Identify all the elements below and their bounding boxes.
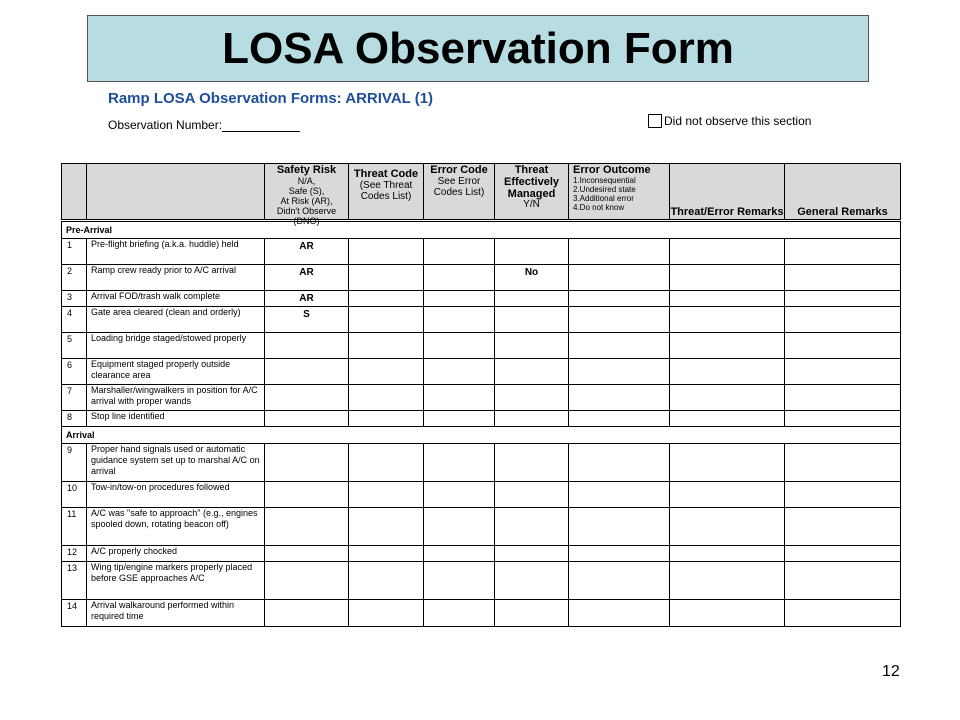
header-error-outcome [568, 164, 669, 219]
not-observed-checkbox[interactable] [648, 114, 662, 128]
item-number: 9 [67, 445, 73, 455]
threat-code-cell[interactable] [348, 444, 423, 481]
threat-managed-cell[interactable] [494, 444, 568, 481]
item-number: 10 [67, 483, 78, 493]
item-number: 13 [67, 563, 78, 573]
item-description: Arrival walkaround performed within required time [86, 600, 264, 626]
error-outcome-cell[interactable] [568, 482, 669, 507]
threat-managed-cell[interactable] [494, 546, 568, 561]
threat-code-cell[interactable] [348, 546, 423, 561]
error-code-cell[interactable] [423, 239, 494, 264]
threat-managed-cell[interactable] [494, 482, 568, 507]
error-outcome-cell[interactable] [568, 385, 669, 410]
threat-code-cell[interactable] [348, 359, 423, 384]
threat-error-remarks-cell[interactable] [669, 546, 784, 561]
item-description: Equipment staged properly outside clearance area [86, 359, 264, 384]
item-description: Pre-flight briefing (a.k.a. huddle) held [86, 239, 264, 264]
observation-number-blank[interactable] [222, 120, 300, 132]
observation-table [61, 221, 901, 627]
error-outcome-cell[interactable] [568, 562, 669, 599]
safety-risk-cell[interactable] [264, 359, 348, 384]
threat-code-cell[interactable] [348, 562, 423, 599]
error-code-cell[interactable] [423, 359, 494, 384]
threat-code-cell[interactable] [348, 385, 423, 410]
threat-error-remarks-cell[interactable] [669, 291, 784, 306]
item-number: 4 [67, 308, 73, 318]
item-description: Tow-in/tow-on procedures followed [86, 482, 264, 507]
header-general-remarks-label: General Remarks [797, 206, 888, 218]
threat-code-cell[interactable] [348, 600, 423, 626]
item-description: Marshaller/wingwalkers in position for A/C arrival with proper wands [86, 385, 264, 410]
threat-managed-cell[interactable] [494, 562, 568, 599]
item-number: 12 [67, 547, 78, 557]
error-outcome-cell[interactable] [568, 508, 669, 545]
table-row [62, 508, 900, 546]
table-row [62, 600, 900, 626]
error-outcome-cell[interactable] [568, 444, 669, 481]
header-general-remarks [784, 164, 900, 219]
error-code-cell[interactable] [423, 482, 494, 507]
header-error-outcome-option: 3.Additional error [573, 194, 634, 203]
item-number: 6 [67, 360, 73, 370]
table-row [62, 239, 900, 265]
observation-number-field [108, 118, 300, 132]
safety-risk-cell[interactable] [264, 444, 348, 481]
header-error-outcome-option: 2.Undesired state [573, 185, 636, 194]
table-row [62, 562, 900, 600]
threat-managed-cell[interactable] [494, 508, 568, 545]
table-header [61, 163, 901, 226]
error-outcome-cell[interactable] [568, 307, 669, 332]
threat-error-remarks-cell[interactable] [669, 307, 784, 332]
item-number: 14 [67, 601, 78, 611]
error-outcome-cell[interactable] [568, 333, 669, 358]
table-row [62, 307, 900, 333]
header-item-col [86, 164, 264, 219]
header-safety-risk-title: Safety Risk [276, 164, 337, 176]
error-outcome-cell[interactable] [568, 600, 669, 626]
not-observed-label: Did not observe this section [664, 114, 812, 128]
threat-code-cell[interactable] [348, 291, 423, 306]
item-description: Gate area cleared (clean and orderly) [86, 307, 264, 332]
safety-risk-cell[interactable] [264, 508, 348, 545]
general-remarks-cell[interactable] [784, 333, 900, 358]
threat-managed-cell[interactable]: No [494, 265, 568, 290]
threat-managed-cell[interactable] [494, 333, 568, 358]
threat-code-cell[interactable] [348, 482, 423, 507]
threat-managed-cell[interactable] [494, 411, 568, 426]
threat-error-remarks-cell[interactable] [669, 508, 784, 545]
error-code-cell[interactable] [423, 265, 494, 290]
header-safety-risk-line: Didn't Observe (DNO) [276, 206, 337, 226]
safety-risk-cell[interactable] [264, 600, 348, 626]
header-error-outcome-option: 1.Inconsequential [573, 176, 636, 185]
header-error-code [423, 164, 494, 219]
item-number: 8 [67, 412, 73, 422]
safety-risk-cell[interactable]: AR [264, 239, 348, 264]
general-remarks-cell[interactable] [784, 385, 900, 410]
threat-managed-cell[interactable] [494, 385, 568, 410]
error-outcome-cell[interactable] [568, 546, 669, 561]
threat-managed-cell[interactable] [494, 359, 568, 384]
item-description: Wing tip/engine markers properly placed before GSE approaches A/C [86, 562, 264, 599]
general-remarks-cell[interactable] [784, 291, 900, 306]
header-error-outcome-title: Error Outcome [573, 164, 651, 176]
header-threat-managed [494, 164, 568, 219]
item-number: 7 [67, 386, 73, 396]
threat-managed-cell[interactable] [494, 307, 568, 332]
safety-risk-cell[interactable] [264, 482, 348, 507]
table-row [62, 333, 900, 359]
safety-risk-cell[interactable] [264, 333, 348, 358]
general-remarks-cell[interactable] [784, 411, 900, 426]
threat-managed-cell[interactable] [494, 600, 568, 626]
item-number: 2 [67, 266, 73, 276]
threat-managed-cell[interactable] [494, 239, 568, 264]
threat-code-cell[interactable] [348, 307, 423, 332]
item-number: 11 [67, 509, 77, 519]
threat-code-cell[interactable] [348, 411, 423, 426]
item-description: A/C properly chocked [86, 546, 264, 561]
error-outcome-cell[interactable] [568, 265, 669, 290]
safety-risk-cell[interactable]: AR [264, 265, 348, 290]
error-outcome-cell[interactable] [568, 359, 669, 384]
general-remarks-cell[interactable] [784, 600, 900, 626]
threat-error-remarks-cell[interactable] [669, 333, 784, 358]
threat-code-cell[interactable] [348, 333, 423, 358]
table-row [62, 546, 900, 562]
general-remarks-cell[interactable] [784, 562, 900, 599]
threat-error-remarks-cell[interactable] [669, 359, 784, 384]
table-row [62, 265, 900, 291]
table-row [62, 482, 900, 508]
item-description: A/C was "safe to approach" (e.g., engines spooled down, rotating beacon off) [86, 508, 264, 545]
threat-error-remarks-cell[interactable] [669, 482, 784, 507]
safety-risk-cell[interactable]: S [264, 307, 348, 332]
error-code-cell[interactable] [423, 562, 494, 599]
form-subtitle: Ramp LOSA Observation Forms: ARRIVAL (1) [108, 90, 434, 107]
threat-code-cell[interactable] [348, 265, 423, 290]
error-code-cell[interactable] [423, 307, 494, 332]
error-code-cell[interactable] [423, 546, 494, 561]
error-code-cell[interactable] [423, 385, 494, 410]
header-threat-managed-title: Threat Effectively Managed [503, 164, 560, 200]
safety-risk-cell[interactable] [264, 562, 348, 599]
error-code-cell[interactable] [423, 600, 494, 626]
threat-error-remarks-cell[interactable] [669, 600, 784, 626]
table-row [62, 359, 900, 385]
header-number-col [62, 164, 86, 219]
table-row [62, 411, 900, 427]
general-remarks-cell[interactable] [784, 508, 900, 545]
threat-error-remarks-cell[interactable] [669, 411, 784, 426]
error-outcome-cell[interactable] [568, 239, 669, 264]
general-remarks-cell[interactable] [784, 239, 900, 264]
error-outcome-cell[interactable] [568, 411, 669, 426]
header-threat-code-sub: (See Threat Codes List) [359, 180, 413, 202]
error-code-cell[interactable] [423, 508, 494, 545]
header-safety-risk-line: N/A, [297, 176, 316, 186]
threat-code-cell[interactable] [348, 508, 423, 545]
observation-number-label: Observation Number: [108, 118, 223, 132]
item-description: Arrival FOD/trash walk complete [86, 291, 264, 306]
title-banner [87, 15, 869, 82]
threat-error-remarks-cell[interactable] [669, 385, 784, 410]
error-code-cell[interactable] [423, 411, 494, 426]
header-threat-code-title: Threat Code [353, 168, 419, 180]
safety-risk-cell[interactable] [264, 411, 348, 426]
section-header: Pre-Arrival [62, 222, 900, 239]
threat-code-cell[interactable] [348, 239, 423, 264]
general-remarks-cell[interactable] [784, 359, 900, 384]
item-description: Ramp crew ready prior to A/C arrival [86, 265, 264, 290]
item-description: Stop line identified [86, 411, 264, 426]
header-threat-error-remarks-label: Threat/Error Remarks [670, 206, 784, 218]
threat-error-remarks-cell[interactable] [669, 444, 784, 481]
header-threat-code [348, 164, 423, 219]
item-number: 1 [67, 240, 73, 250]
general-remarks-cell[interactable] [784, 307, 900, 332]
safety-risk-cell[interactable] [264, 546, 348, 561]
header-safety-risk-line: At Risk (AR), [280, 196, 333, 206]
header-safety-risk [264, 164, 348, 226]
general-remarks-cell[interactable] [784, 265, 900, 290]
error-outcome-cell[interactable] [568, 291, 669, 306]
threat-error-remarks-cell[interactable] [669, 265, 784, 290]
page-number: 12 [882, 663, 900, 680]
safety-risk-cell[interactable] [264, 385, 348, 410]
item-number: 5 [67, 334, 73, 344]
table-row [62, 291, 900, 307]
not-observed-option [648, 114, 811, 128]
header-threat-error-remarks [669, 164, 784, 219]
threat-error-remarks-cell[interactable] [669, 239, 784, 264]
general-remarks-cell[interactable] [784, 444, 900, 481]
threat-error-remarks-cell[interactable] [669, 562, 784, 599]
item-description: Proper hand signals used or automatic guidance system set up to marshal A/C on arrival [86, 444, 264, 481]
header-error-outcome-option: 4.Do not know [573, 203, 625, 212]
error-code-cell[interactable] [423, 291, 494, 306]
error-code-cell[interactable] [423, 444, 494, 481]
general-remarks-cell[interactable] [784, 546, 900, 561]
header-safety-risk-line: Safe (S), [288, 186, 325, 196]
page-title: LOSA Observation Form [222, 23, 734, 73]
table-row [62, 385, 900, 411]
header-error-code-title: Error Code [430, 164, 488, 176]
general-remarks-cell[interactable] [784, 482, 900, 507]
table-row [62, 444, 900, 482]
threat-managed-cell[interactable] [494, 291, 568, 306]
safety-risk-cell[interactable]: AR [264, 291, 348, 306]
error-code-cell[interactable] [423, 333, 494, 358]
item-description: Loading bridge staged/stowed properly [86, 333, 264, 358]
section-header: Arrival [62, 427, 900, 444]
item-number: 3 [67, 292, 73, 302]
header-threat-managed-sub: Y/N [523, 199, 540, 210]
header-error-code-sub: See Error Codes List) [433, 176, 485, 198]
